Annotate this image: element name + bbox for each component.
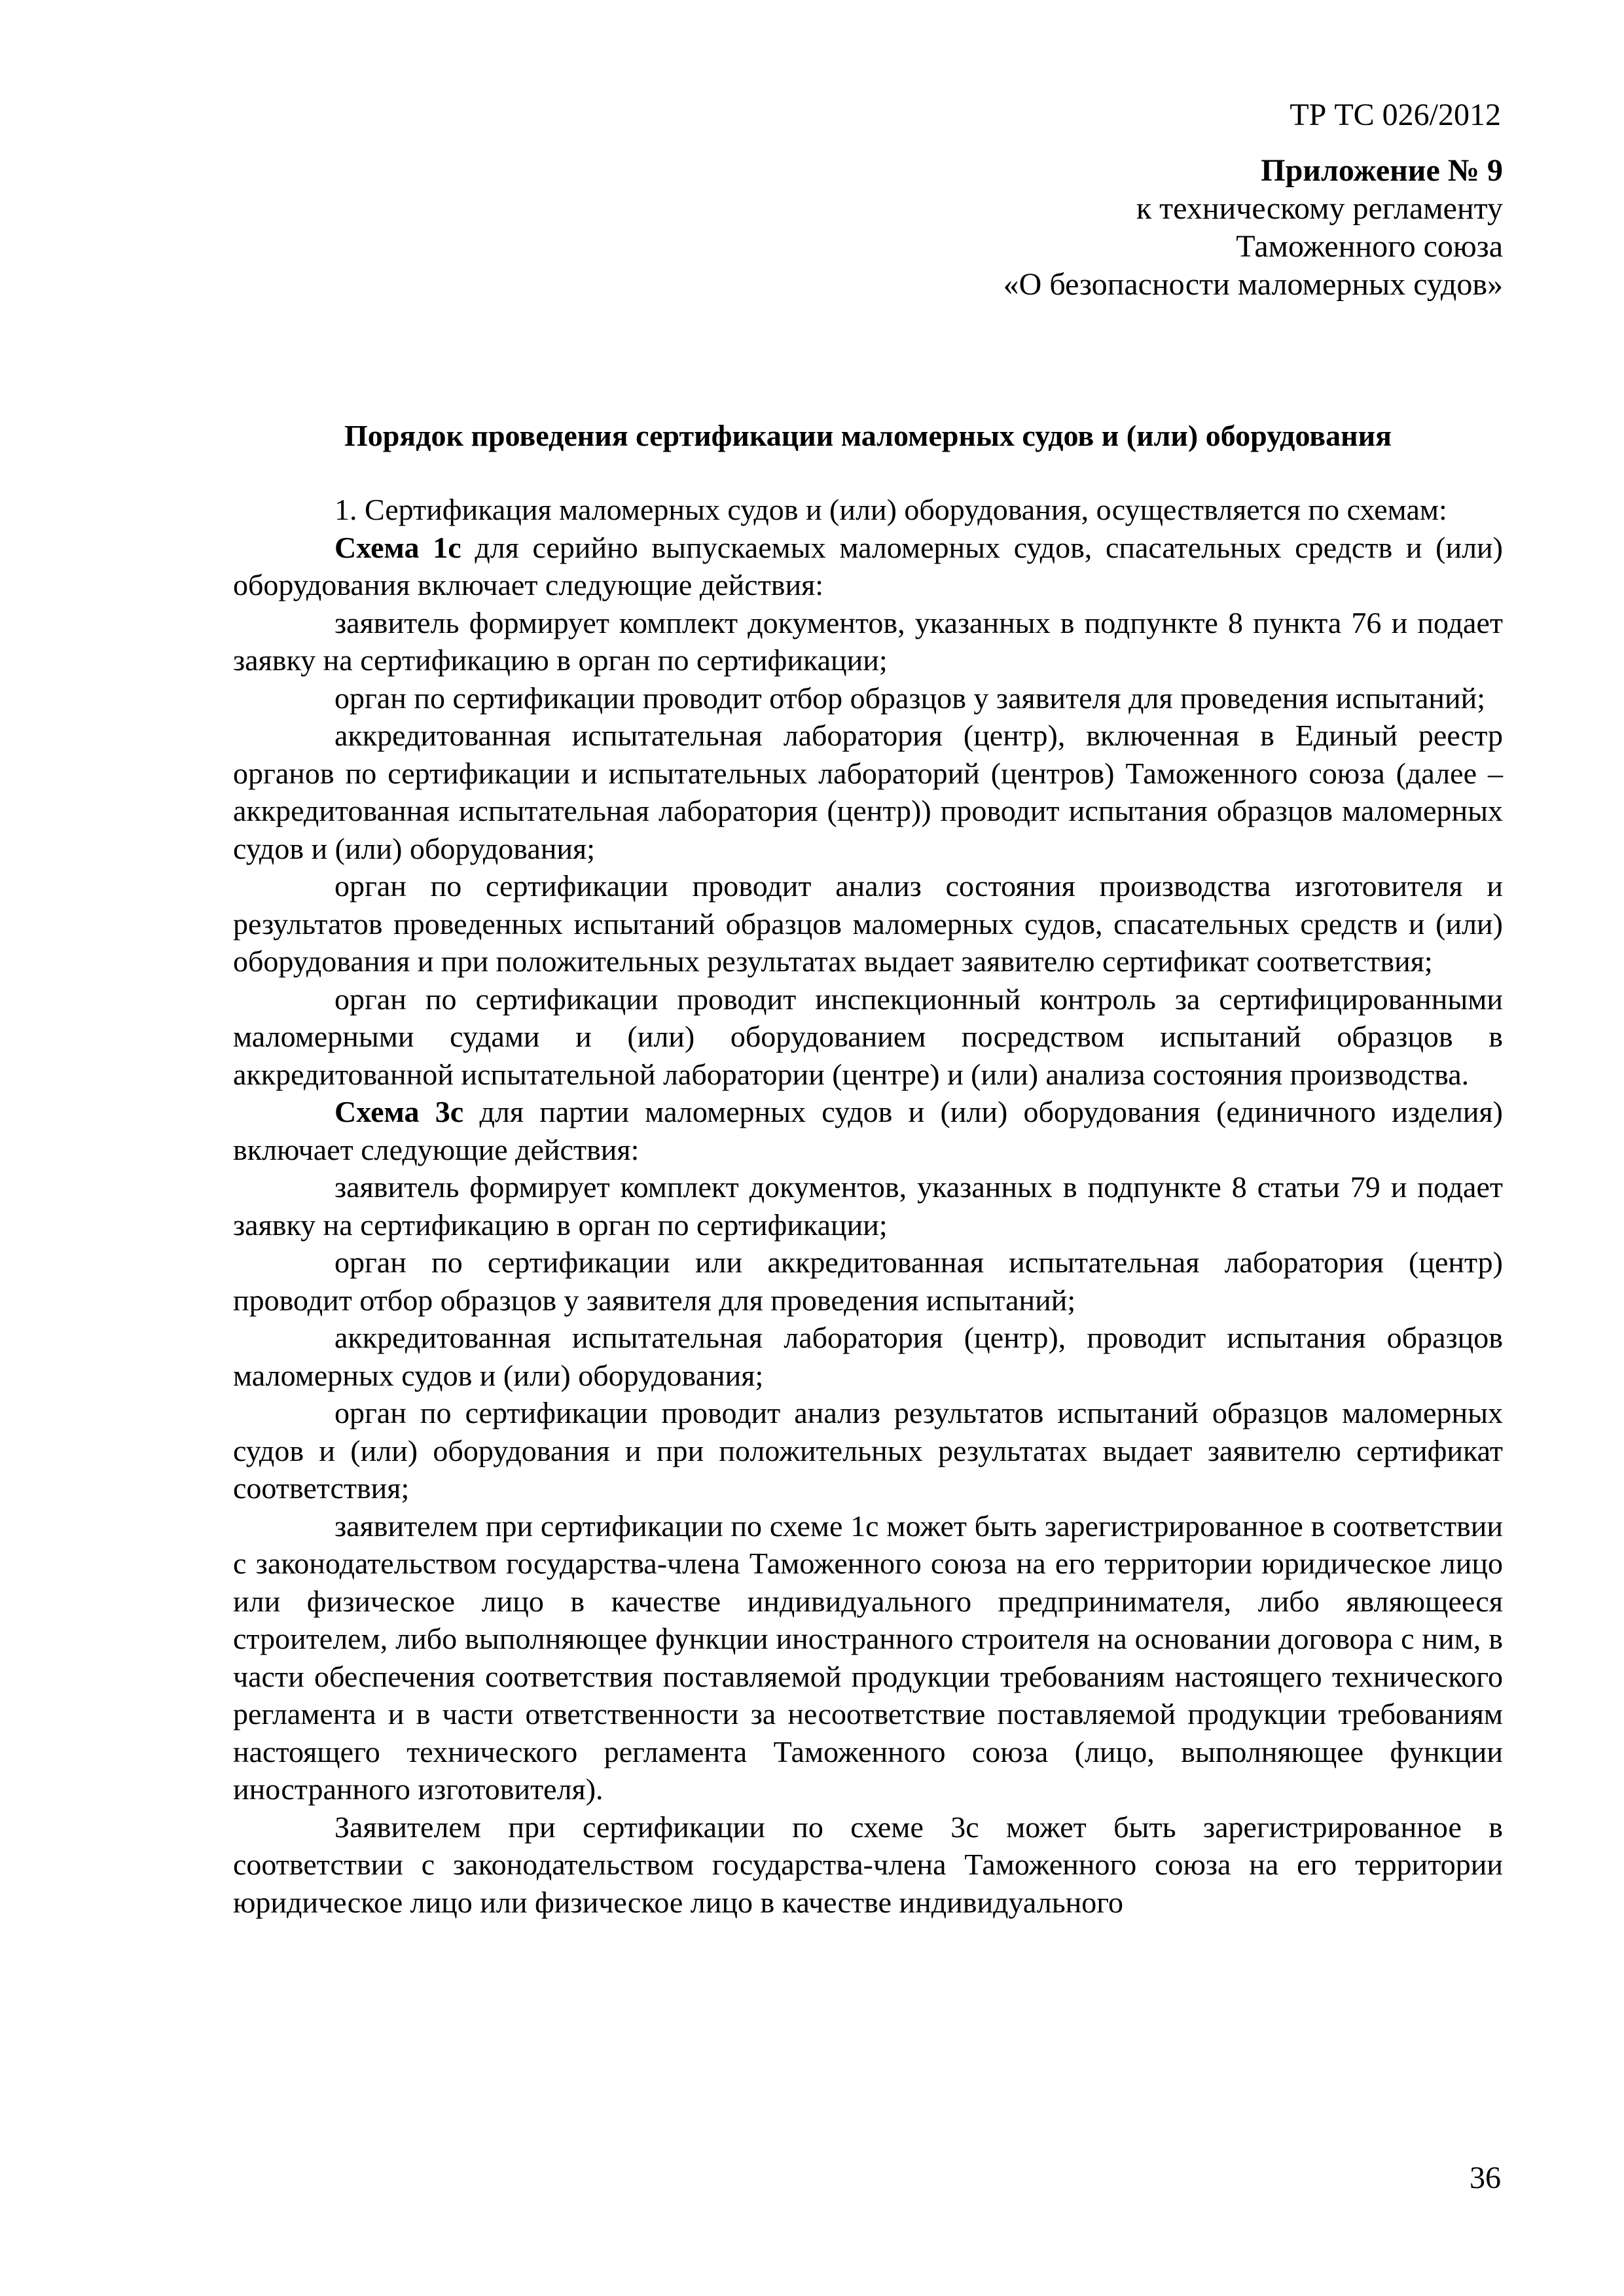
annex-title: Приложение № 9: [1261, 153, 1503, 188]
document-title: Порядок проведения сертификации маломерных судов и (или) оборудования: [344, 419, 1392, 452]
document-code: ТР ТС 026/2012: [1290, 98, 1501, 132]
paragraph-12: орган по сертификации проводит анализ результатов испытаний образцов маломерных судов и (или) оборудования и при положительных результатах выдает заявителю сертификат соответствия;: [233, 1396, 1503, 1505]
paragraph-3: заявитель формирует комплект документов, указанных в подпункте 8 пункта 76 и подает заявку на сертификацию в орган по сертификации;: [233, 605, 1503, 677]
paragraph-7: орган по сертификации проводит инспекционный контроль за сертифицированными маломерными судами и (или) оборудованием посредством испытаний образцов в аккредитованной испытательной лаборатории (центре) и (или) анализа состояния производства.: [233, 982, 1503, 1091]
page-number: 36: [1470, 2161, 1501, 2195]
paragraph-1: 1. Сертификация маломерных судов и (или) оборудования, осуществляется по схемам:: [334, 493, 1447, 526]
paragraph-13: заявителем при сертификации по схеме 1с может быть зарегистрированное в соответствии с законодательством государства-члена Таможенного союза на его территории юридическое лицо или физическое лицо в качестве индивидуального предпринимателя, либо являющееся строителем, либо выполняющее функции иностранного строителя на основании договора с ним, в части обеспечения соответствия поставляемой продукции требованиям настоящего технического регламента и в части ответственности за несоответствие поставляемой продукции требованиям настоящего технического регламента Таможенного союза (лицо, выполняющее функции иностранного изготовителя).: [233, 1509, 1503, 1806]
annex-line-2: Таможенного союза: [1236, 229, 1503, 264]
document-body: [233, 491, 1503, 1921]
paragraph-11: аккредитованная испытательная лаборатория (центр), проводит испытания образцов маломерных судов и (или) оборудования;: [233, 1321, 1503, 1392]
scheme-3c-label: Схема 3с: [334, 1095, 464, 1128]
paragraph-scheme-1c: [233, 529, 1503, 604]
scheme-3c-text: для партии маломерных судов и (или) оборудования (единичного изделия) включает следующие действия:: [233, 1095, 1504, 1166]
paragraph-10: орган по сертификации или аккредитованная испытательная лаборатория (центр) проводит отбор образцов у заявителя для проведения испытаний;: [233, 1246, 1503, 1317]
annex-line-3: «О безопасности маломерных судов»: [1003, 267, 1503, 302]
paragraph-14: Заявителем при сертификации по схеме 3с может быть зарегистрированное в соответствии с законодательством государства-члена Таможенного союза на его территории юридическое лицо или физическое лицо в качестве индивидуального: [233, 1810, 1503, 1919]
annex-header: [717, 152, 1503, 304]
scheme-1c-text: для серийно выпускаемых маломерных судов, спасательных средств и (или) оборудования включает следующие действия:: [233, 530, 1503, 601]
paragraph-9: заявитель формирует комплект документов, указанных в подпункте 8 статьи 79 и подает заявку на сертификацию в орган по сертификации;: [233, 1170, 1503, 1242]
paragraph-5: аккредитованная испытательная лаборатория (центр), включенная в Единый реестр органов по сертификации и испытательных лабораторий (центров) Таможенного союза (далее – аккредитованная испытательная лаборатория (центр)) проводит испытания образцов маломерных судов и (или) оборудования;: [233, 719, 1503, 865]
paragraph-4: орган по сертификации проводит отбор образцов у заявителя для проведения испытаний;: [334, 681, 1486, 715]
annex-line-1: к техническому регламенту: [1136, 191, 1503, 226]
paragraph-6: орган по сертификации проводит анализ состояния производства изготовителя и результатов проведенных испытаний образцов маломерных судов, спасательных средств и (или) оборудования и при положительных результатах выдает заявителю сертификат соответствия;: [233, 869, 1503, 978]
scheme-1c-label: Схема 1с: [334, 530, 461, 564]
paragraph-scheme-3c: [233, 1093, 1503, 1168]
